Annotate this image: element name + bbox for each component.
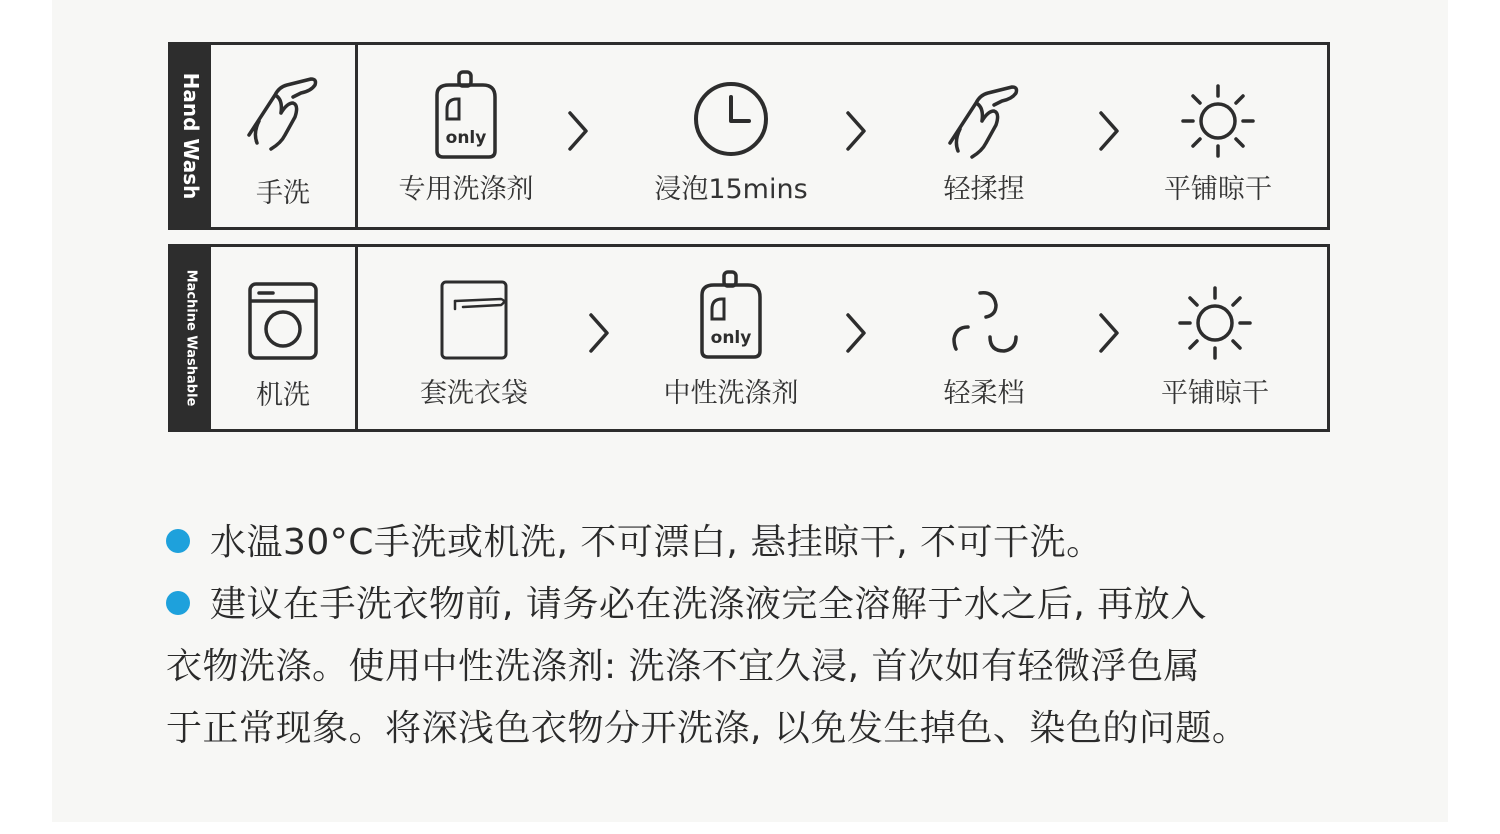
laundry-bag-icon: [439, 279, 509, 361]
divider: [355, 247, 358, 429]
clock-icon: [691, 79, 771, 159]
step-dry-flat: [1118, 45, 1318, 227]
category-label: 机洗: [256, 380, 310, 411]
step-label: 浸泡15mins: [654, 174, 808, 205]
step-label: 中性洗涤剂: [663, 378, 799, 409]
chevron-right-icon: [566, 109, 590, 153]
chevron-right-icon: [844, 311, 868, 355]
hand-icon: [942, 81, 1026, 165]
washing-machine-icon: [247, 281, 319, 361]
chevron-right-icon: [587, 311, 611, 355]
category-cell: [211, 45, 355, 227]
hand-wash-panel: [168, 42, 1330, 230]
side-label: Machine Washable: [183, 269, 199, 407]
detergent-bottle-icon: [431, 69, 501, 161]
note-line-4: 于正常现象。将深浅色衣物分开洗涤, 以免发生掉色、染色的问题。: [166, 708, 1249, 749]
side-tab: [171, 45, 211, 227]
note-line-3: 衣物洗涤。使用中性洗涤剂: 洗涤不宜久浸, 首次如有轻微浮色属: [166, 646, 1200, 687]
hand-icon: [241, 73, 325, 157]
side-label: Hand Wash: [179, 72, 203, 200]
sun-icon: [1180, 83, 1256, 159]
category-cell: [211, 247, 355, 429]
step-detergent: [366, 45, 566, 227]
chevron-right-icon: [844, 109, 868, 153]
step-label: 轻揉捏: [943, 174, 1025, 205]
step-gentle-cycle: [884, 247, 1084, 429]
step-neutral-detergent: [631, 247, 831, 429]
note-line-1: [166, 514, 1103, 565]
step-label: 专用洗涤剂: [398, 174, 534, 205]
divider: [355, 45, 358, 227]
step-dry-flat: [1115, 247, 1315, 429]
note-line-2: [166, 576, 1207, 627]
machine-wash-panel: [168, 244, 1330, 432]
only-badge: only: [710, 328, 752, 348]
note-text: 建议在手洗衣物前, 请务必在洗涤液完全溶解于水之后, 再放入: [210, 584, 1207, 625]
side-tab: [171, 247, 211, 429]
note-text: 水温30°C手洗或机洗, 不可漂白, 悬挂晾干, 不可干洗。: [210, 522, 1103, 563]
category-label: 手洗: [256, 178, 310, 209]
step-soak: [631, 45, 831, 227]
gentle-cycle-icon: [946, 287, 1022, 357]
sun-icon: [1177, 285, 1253, 361]
bullet-dot: [166, 529, 190, 553]
step-label: 平铺晾干: [1164, 174, 1272, 205]
bullet-dot: [166, 591, 190, 615]
step-label: 轻柔档: [943, 378, 1025, 409]
only-badge: only: [445, 128, 487, 148]
step-knead: [884, 45, 1084, 227]
detergent-bottle-icon: [696, 269, 766, 361]
step-laundry-bag: [374, 247, 574, 429]
step-label: 套洗衣袋: [420, 378, 528, 409]
step-label: 平铺晾干: [1161, 378, 1269, 409]
